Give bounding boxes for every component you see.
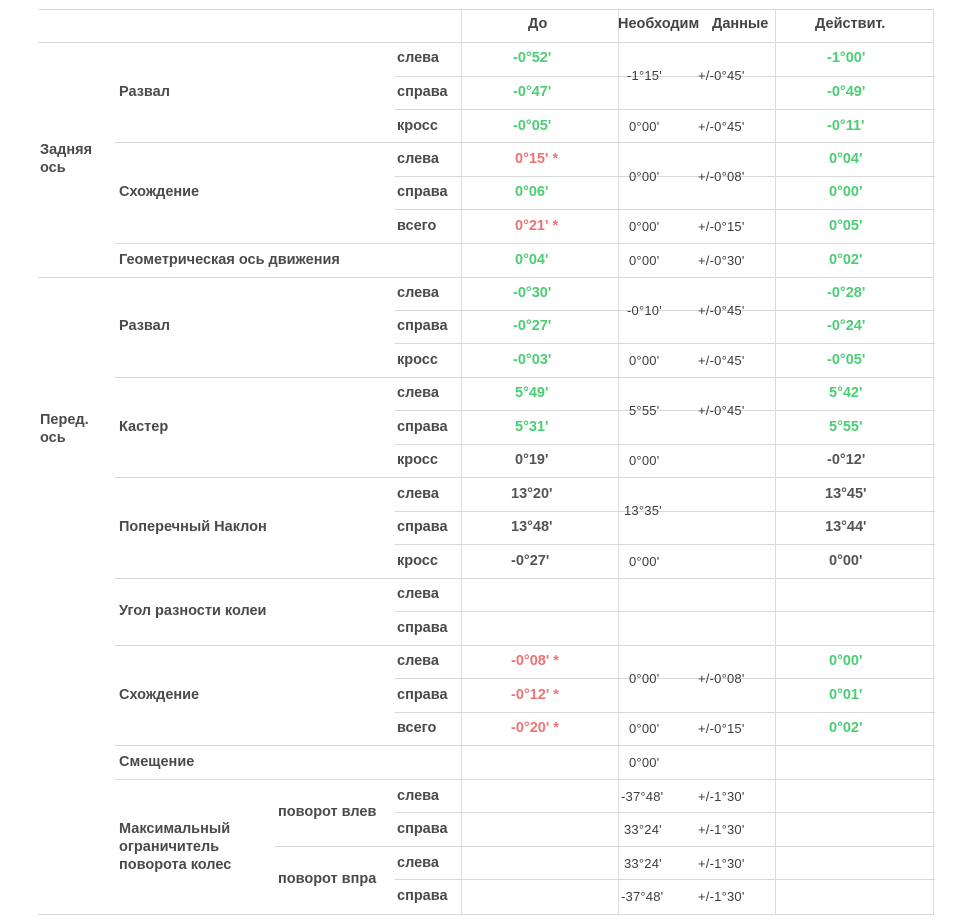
spec-required: 0°00' xyxy=(629,169,660,184)
row-divider xyxy=(395,109,935,110)
parameter-label: Развал xyxy=(119,318,170,334)
parameter-label: Угол разности колеи xyxy=(119,603,267,619)
row-divider xyxy=(395,76,935,77)
spec-required: 0°00' xyxy=(629,219,660,234)
row-divider xyxy=(395,343,935,344)
side-label: слева xyxy=(397,855,439,871)
row-divider xyxy=(395,812,935,813)
axle-label-front: Перед. ось xyxy=(40,412,89,446)
before-value: 0°04' xyxy=(515,252,549,268)
actual-value: 0°00' xyxy=(829,653,863,669)
side-label: слева xyxy=(397,285,439,301)
spec-required: 0°00' xyxy=(629,253,660,268)
row-divider xyxy=(275,846,935,847)
spec-tolerance: +/-0°45' xyxy=(698,303,745,318)
spec-tolerance: +/-1°30' xyxy=(698,789,745,804)
side-label: справа xyxy=(397,620,448,636)
row-divider xyxy=(395,678,935,679)
parameter-label: Геометрическая ось движения xyxy=(119,252,340,268)
actual-value: -0°28' xyxy=(827,285,866,301)
row-divider xyxy=(395,444,935,445)
parameter-label: Схождение xyxy=(119,184,200,200)
actual-value: 13°45' xyxy=(825,486,867,502)
side-label: справа xyxy=(397,184,448,200)
parameter-label: Развал xyxy=(119,84,170,100)
actual-value: 5°55' xyxy=(829,419,863,435)
column-divider xyxy=(933,9,934,914)
side-label: всего xyxy=(397,720,437,736)
before-value: -0°30' xyxy=(513,285,552,301)
spec-tolerance: +/-0°15' xyxy=(698,721,745,736)
spec-required: -37°48' xyxy=(621,889,664,904)
actual-value: -0°05' xyxy=(827,352,866,368)
before-value: -0°47' xyxy=(513,84,552,100)
header-actual: Действит. xyxy=(815,16,886,32)
spec-tolerance: +/-0°45' xyxy=(698,353,745,368)
before-value: -0°03' xyxy=(513,352,552,368)
spec-tolerance: +/-0°45' xyxy=(698,68,745,83)
row-divider xyxy=(115,142,935,143)
actual-value: -1°00' xyxy=(827,50,866,66)
side-label: слева xyxy=(397,385,439,401)
side-label: слева xyxy=(397,50,439,66)
spec-required: 0°00' xyxy=(629,721,660,736)
side-label: справа xyxy=(397,821,448,837)
side-label: справа xyxy=(397,888,448,904)
before-value: -0°27' xyxy=(513,318,552,334)
row-divider xyxy=(395,176,935,177)
row-divider xyxy=(115,377,935,378)
row-divider xyxy=(395,712,935,713)
side-label: всего xyxy=(397,218,437,234)
axle-label-rear: Задняя ось xyxy=(40,142,93,176)
spec-required: 13°35' xyxy=(624,503,662,518)
header-required: Необходим xyxy=(618,16,700,32)
header-divider xyxy=(38,42,934,43)
row-divider xyxy=(115,578,935,579)
actual-value: -0°12' xyxy=(827,452,866,468)
spec-tolerance: +/-0°08' xyxy=(698,169,745,184)
column-divider xyxy=(461,9,462,914)
row-divider xyxy=(115,243,935,244)
actual-value: -0°11' xyxy=(827,118,865,134)
row-divider xyxy=(395,879,935,880)
before-value: 13°48' xyxy=(511,519,553,535)
actual-value: 0°02' xyxy=(829,720,863,736)
before-value: 5°31' xyxy=(515,419,549,435)
before-value: 0°21' * xyxy=(515,218,559,234)
side-label: слева xyxy=(397,653,439,669)
parameter-label: Схождение xyxy=(119,687,200,703)
parameter-label: Кастер xyxy=(119,419,169,435)
side-label: справа xyxy=(397,318,448,334)
spec-required: 33°24' xyxy=(624,822,662,837)
top-border xyxy=(38,9,934,10)
spec-tolerance: +/-0°30' xyxy=(698,253,745,268)
row-divider xyxy=(395,511,935,512)
spec-tolerance: +/-1°30' xyxy=(698,822,745,837)
before-value: 0°15' * xyxy=(515,151,559,167)
spec-tolerance: +/-0°45' xyxy=(698,119,745,134)
actual-value: 5°42' xyxy=(829,385,863,401)
actual-value: 0°01' xyxy=(829,687,863,703)
spec-required: 5°55' xyxy=(629,403,660,418)
actual-value: 0°05' xyxy=(829,218,863,234)
actual-value: 13°44' xyxy=(825,519,867,535)
before-value: -0°12' * xyxy=(511,687,559,703)
parameter-label: Смещение xyxy=(119,754,195,770)
before-value: -0°05' xyxy=(513,118,552,134)
side-label: справа xyxy=(397,84,448,100)
bottom-border xyxy=(38,914,934,915)
side-label: слева xyxy=(397,486,439,502)
actual-value: 0°00' xyxy=(829,184,863,200)
parameter-label: Поперечный Наклон xyxy=(119,519,267,535)
before-value: 0°06' xyxy=(515,184,549,200)
before-value: -0°08' * xyxy=(511,653,559,669)
actual-value: -0°49' xyxy=(827,84,866,100)
before-value: 13°20' xyxy=(511,486,553,502)
column-divider xyxy=(618,9,619,914)
row-divider xyxy=(115,477,935,478)
spec-required: -37°48' xyxy=(621,789,664,804)
spec-tolerance: +/-1°30' xyxy=(698,856,745,871)
actual-value: 0°04' xyxy=(829,151,863,167)
before-value: 5°49' xyxy=(515,385,549,401)
side-label: справа xyxy=(397,419,448,435)
turn-left-label: поворот влев xyxy=(278,804,377,820)
axle-divider xyxy=(38,277,934,278)
spec-required: 0°00' xyxy=(629,353,660,368)
spec-required: 0°00' xyxy=(629,554,660,569)
side-label: слева xyxy=(397,151,439,167)
side-label: кросс xyxy=(397,452,438,468)
column-divider xyxy=(775,9,776,914)
row-divider xyxy=(395,611,935,612)
turn-right-label: поворот впра xyxy=(278,871,377,887)
side-label: кросс xyxy=(397,352,438,368)
spec-required: 0°00' xyxy=(629,453,660,468)
side-label: справа xyxy=(397,519,448,535)
spec-tolerance: +/-0°45' xyxy=(698,403,745,418)
spec-required: 0°00' xyxy=(629,671,660,686)
spec-required: -1°15' xyxy=(627,68,662,83)
before-value: -0°52' xyxy=(513,50,552,66)
spec-required: 0°00' xyxy=(629,755,660,770)
row-divider xyxy=(115,779,935,780)
row-divider xyxy=(115,645,935,646)
row-divider xyxy=(115,745,935,746)
side-label: кросс xyxy=(397,553,438,569)
side-label: кросс xyxy=(397,118,438,134)
spec-required: 0°00' xyxy=(629,119,660,134)
side-label: слева xyxy=(397,586,439,602)
before-value: -0°27' xyxy=(511,553,550,569)
actual-value: 0°00' xyxy=(829,553,863,569)
row-divider xyxy=(395,544,935,545)
side-label: справа xyxy=(397,687,448,703)
before-value: 0°19' xyxy=(515,452,549,468)
actual-value: 0°02' xyxy=(829,252,863,268)
header-before: До xyxy=(528,16,548,32)
spec-tolerance: +/-0°08' xyxy=(698,671,745,686)
side-label: слева xyxy=(397,788,439,804)
actual-value: -0°24' xyxy=(827,318,866,334)
row-divider xyxy=(395,209,935,210)
row-divider xyxy=(395,410,935,411)
before-value: -0°20' * xyxy=(511,720,559,736)
header-data: Данные xyxy=(712,16,769,32)
spec-tolerance: +/-0°15' xyxy=(698,219,745,234)
parameter-label: Максимальный ограничитель поворота колес xyxy=(119,821,232,873)
spec-required: 33°24' xyxy=(624,856,662,871)
spec-tolerance: +/-1°30' xyxy=(698,889,745,904)
spec-required: -0°10' xyxy=(627,303,662,318)
row-divider xyxy=(395,310,935,311)
